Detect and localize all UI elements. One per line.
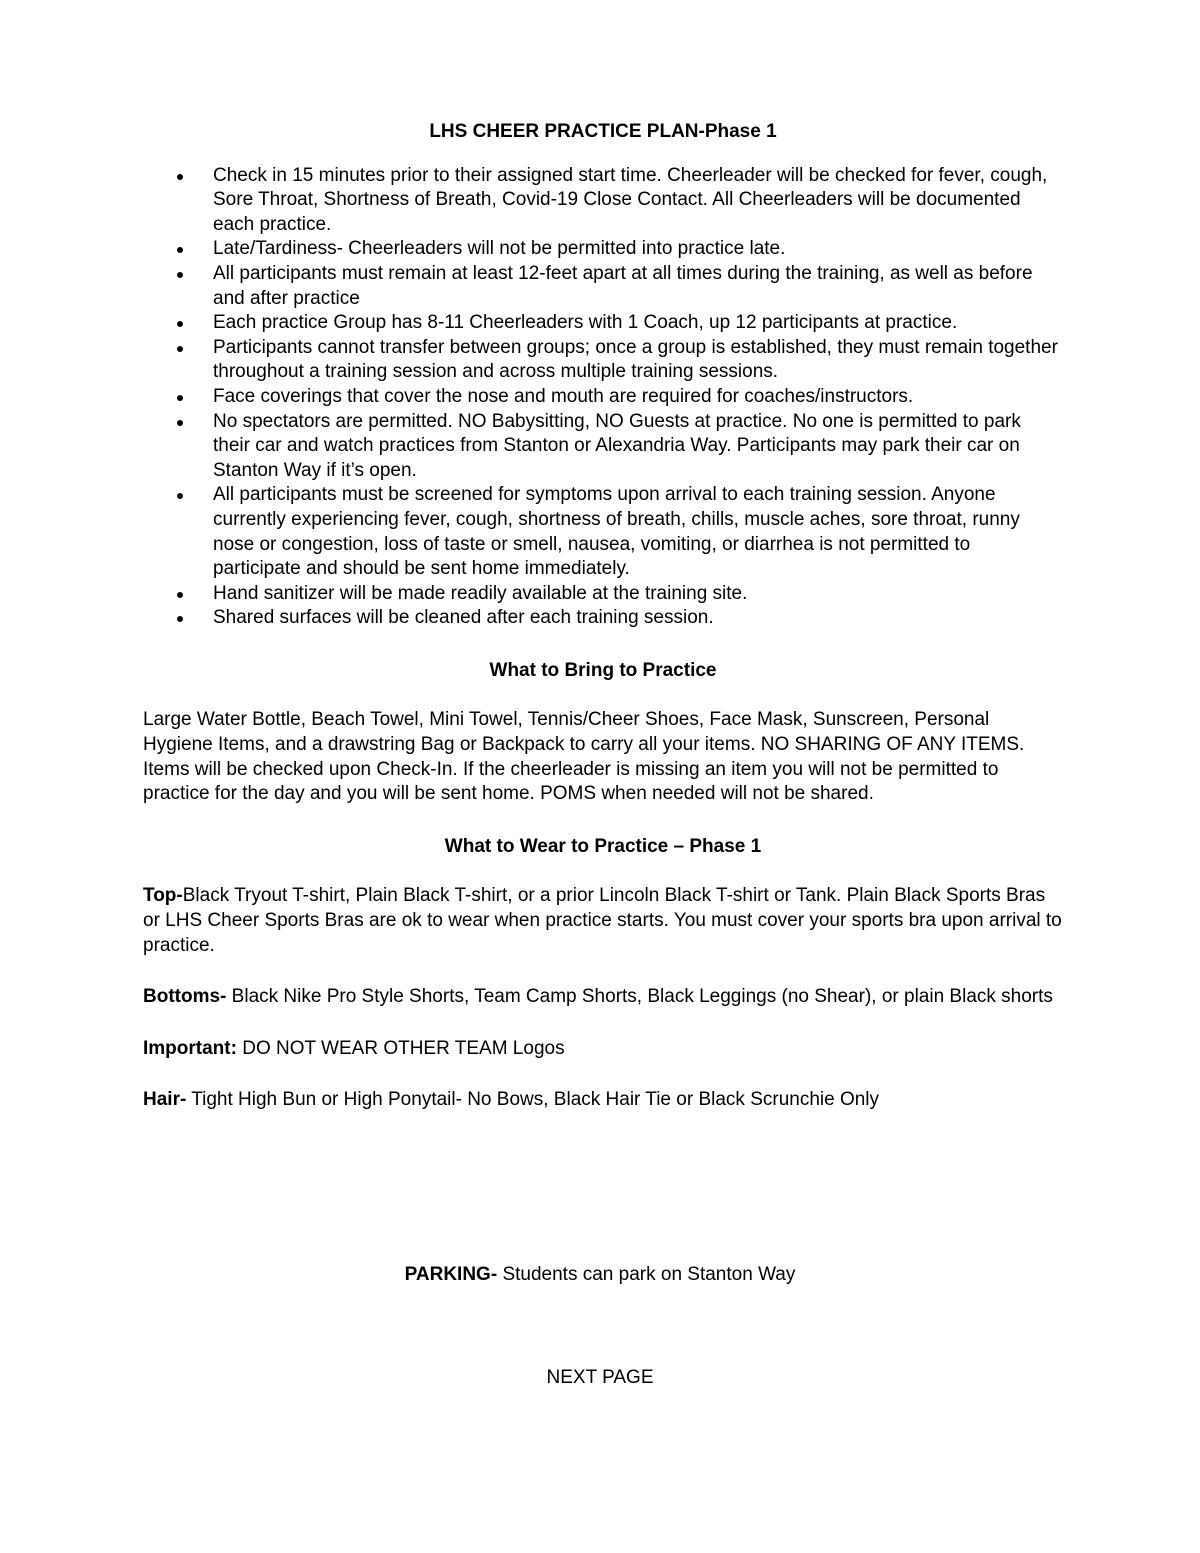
spacer bbox=[143, 1061, 1063, 1088]
list-item bbox=[143, 336, 1063, 385]
list-item bbox=[143, 582, 1063, 607]
top-paragraph bbox=[143, 884, 1063, 958]
bring-heading: What to Bring to Practice bbox=[489, 659, 717, 681]
bullet-icon bbox=[177, 272, 183, 278]
list-item bbox=[143, 606, 1063, 631]
list-item bbox=[143, 483, 1063, 581]
bullet-icon bbox=[177, 493, 183, 499]
list-item-text: No spectators are permitted. NO Babysitting, NO Guests at practice. No one is permitted to park their car and watch practices from Stanton or Alexandria Way. Participants may park their car on Stanton Way if it’s open. bbox=[213, 410, 1021, 481]
hair-paragraph bbox=[143, 1088, 1063, 1113]
next-page-text: NEXT PAGE bbox=[546, 1367, 654, 1388]
bullet-icon bbox=[177, 616, 183, 622]
list-item-text: Shared surfaces will be cleaned after each training session. bbox=[213, 607, 714, 629]
bullet-icon bbox=[177, 174, 183, 180]
hair-text: Tight High Bun or High Ponytail- No Bows, Black Hair Tie or Black Scrunchie Only bbox=[186, 1089, 880, 1111]
parking-line bbox=[0, 1263, 1200, 1288]
parking-label: PARKING- bbox=[404, 1264, 498, 1285]
list-item bbox=[143, 237, 1063, 262]
parking-text: Students can park on Stanton Way bbox=[497, 1264, 796, 1285]
list-item-text: Participants cannot transfer between groups; once a group is established, they must remain together throughout a training session and across multiple training sessions. bbox=[213, 336, 1058, 383]
rules-list bbox=[143, 164, 1063, 631]
bullet-icon bbox=[177, 346, 183, 352]
spacer bbox=[143, 958, 1063, 985]
top-label: Top- bbox=[143, 885, 183, 907]
list-item-text: Hand sanitizer will be made readily available at the training site. bbox=[213, 582, 748, 604]
bring-paragraph: Large Water Bottle, Beach Towel, Mini Towel, Tennis/Cheer Shoes, Face Mask, Sunscreen, Personal Hygiene Items, and a drawstring Bag or Backpack to carry all your items. NO SHARING OF ANY ITEMS. Items will be checked upon Check-In. If the cheerleader is missing an item you will not be permitted to practice for the day and you will be sent home. POMS when needed will not be shared. bbox=[143, 709, 1025, 805]
list-item-text: Check in 15 minutes prior to their assigned start time. Cheerleader will be checked for fever, cough, Sore Throat, Shortness of Breath, Covid-19 Close Contact. All Cheerleaders will be documented each practice. bbox=[213, 164, 1048, 235]
spacer bbox=[143, 1010, 1063, 1037]
list-item-text: All participants must remain at least 12-feet apart at all times during the training, as well as before and after practice bbox=[213, 262, 1033, 309]
bullet-icon bbox=[177, 420, 183, 426]
list-item bbox=[143, 410, 1063, 484]
list-item-text: Late/Tardiness- Cheerleaders will not be permitted into practice late. bbox=[213, 238, 786, 260]
bottoms-label: Bottoms- bbox=[143, 986, 227, 1008]
wear-heading: What to Wear to Practice – Phase 1 bbox=[444, 835, 762, 857]
document-content bbox=[143, 120, 1063, 1113]
page-title: LHS CHEER PRACTICE PLAN-Phase 1 bbox=[429, 121, 777, 142]
important-label: Important: bbox=[143, 1037, 237, 1059]
hair-label: Hair- bbox=[143, 1089, 187, 1111]
list-item bbox=[143, 311, 1063, 336]
important-paragraph bbox=[143, 1037, 1063, 1062]
important-text: DO NOT WEAR OTHER TEAM Logos bbox=[236, 1037, 565, 1059]
top-text: Black Tryout T-shirt, Plain Black T-shirt, or a prior Lincoln Black T-shirt or Tank. Plain Black Sports Bras or LHS Cheer Sports Bras are ok to wear when practice starts. You must cover your sports bra upon arrival to practice. bbox=[143, 885, 1062, 956]
list-item bbox=[143, 164, 1063, 238]
bottoms-paragraph bbox=[143, 985, 1063, 1010]
bottoms-text: Black Nike Pro Style Shorts, Team Camp Shorts, Black Leggings (no Shear), or plain Black shorts bbox=[226, 986, 1053, 1008]
list-item-text: All participants must be screened for symptoms upon arrival to each training session. Anyone currently experiencing fever, cough, shortness of breath, chills, muscle aches, sore throat, runny nose or congestion, loss of taste or smell, nausea, vomiting, or diarrhea is not permitted to participate and should be sent home immediately. bbox=[213, 484, 1020, 580]
bullet-icon bbox=[177, 592, 183, 598]
list-item bbox=[143, 385, 1063, 410]
bullet-icon bbox=[177, 321, 183, 327]
list-item bbox=[143, 262, 1063, 311]
list-item-text: Face coverings that cover the nose and mouth are required for coaches/instructors. bbox=[213, 385, 914, 407]
bullet-icon bbox=[177, 247, 183, 253]
bullet-icon bbox=[177, 395, 183, 401]
list-item-text: Each practice Group has 8-11 Cheerleaders with 1 Coach, up 12 participants at practice. bbox=[213, 312, 958, 334]
